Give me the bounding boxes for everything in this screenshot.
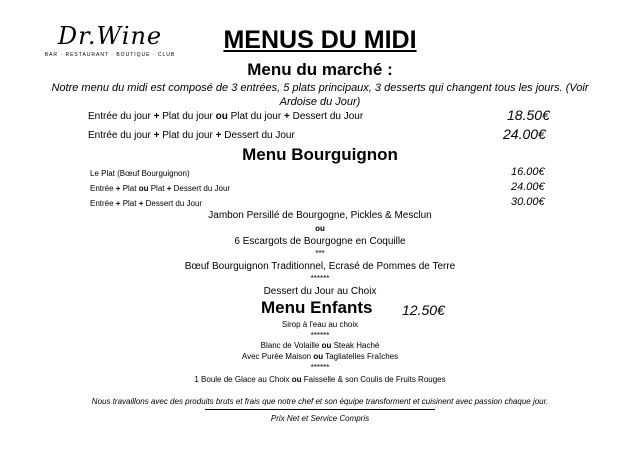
intro-line: Ardoise du Jour) [279, 96, 361, 108]
bourguignon-price-2: 24.00€ [511, 181, 545, 193]
menu-enfants-price: 12.50€ [402, 302, 445, 318]
menu-marche-intro [0, 81, 640, 109]
bourguignon-price-1: 16.00€ [511, 166, 545, 178]
enfants-side: Avec Purée Maison ou Tagliatelles Fraîches [241, 352, 399, 361]
bourguignon-option-2: Entrée + Plat ou Plat + Dessert du Jour [90, 184, 231, 193]
marche-price-1: 18.50€ [507, 107, 550, 123]
page-title: MENUS DU MIDI [223, 26, 417, 54]
marche-price-2: 24.00€ [503, 126, 546, 142]
or-separator: ou [315, 224, 325, 233]
enfants-main: Blanc de Volaille ou Steak Haché [260, 341, 380, 350]
enfants-dessert: 1 Boule de Glace au Choix ou Faisselle & son Coulis de Fruits Rouges [194, 375, 446, 384]
footer-prices: Prix Net et Service Compris [270, 414, 370, 423]
separator: ****** [310, 331, 330, 340]
bourguignon-option-1: Le Plat (Bœuf Bourguignon) [90, 169, 190, 178]
footer-note: Nous travaillons avec des produits bruts et frais que notre chef et son équipe transforment et cuisinent avec passion chaque jour. [91, 397, 549, 406]
intro-line: Notre menu du midi est composé de 3 entrées, 5 plats principaux, 3 desserts qui changent tous les jours. (Voir [51, 82, 589, 94]
starter-1: Jambon Persillé de Bourgogne, Pickles & Mesclun [208, 210, 432, 221]
bourguignon-option-3: Entrée + Plat + Dessert du Jour [90, 199, 203, 208]
logo-name: Dr.Wine [57, 22, 163, 50]
menu-enfants-heading: Menu Enfants [261, 298, 373, 317]
separator: ****** [310, 274, 330, 283]
footer-rule [205, 409, 435, 410]
main-dish: Bœuf Bourguignon Traditionnel, Ecrasé de Pommes de Terre [184, 261, 456, 272]
enfants-drink: Sirop à l'eau au choix [281, 320, 359, 329]
dessert: Dessert du Jour au Choix [263, 286, 377, 297]
menu-marche-heading: Menu du marché : [247, 60, 393, 79]
bourguignon-price-3: 30.00€ [511, 196, 545, 208]
marche-option-2: Entrée du jour + Plat du jour + Dessert du Jour [88, 130, 295, 141]
marche-option-1: Entrée du jour + Plat du jour ou Plat du jour + Dessert du Jour [88, 111, 364, 122]
separator: ****** [310, 363, 330, 372]
menu-bourguignon-heading: Menu Bourguignon [242, 145, 398, 164]
separator: *** [315, 249, 325, 258]
starter-2: 6 Escargots de Bourgogne en Coquille [234, 236, 406, 247]
logo-subtitle: BAR · RESTAURANT · BOUTIQUE · CLUB [44, 52, 176, 58]
